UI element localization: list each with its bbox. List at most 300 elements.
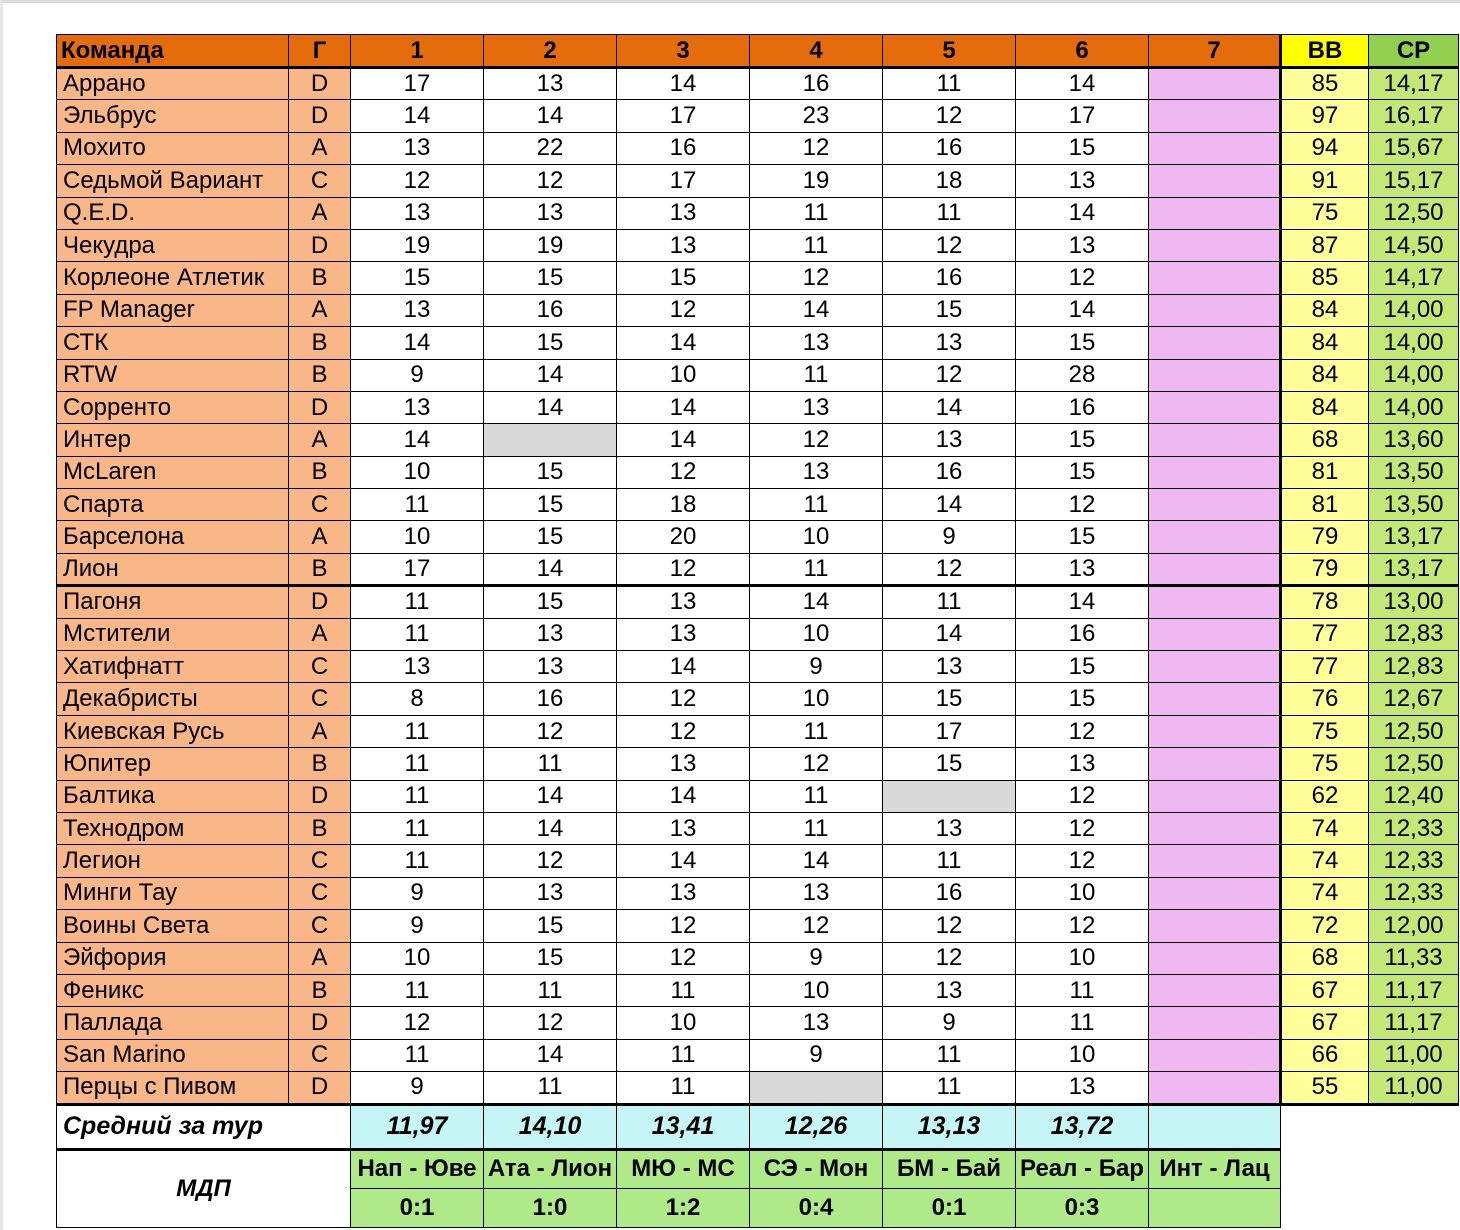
round-2-score: 14 (484, 100, 617, 132)
round-2-score: 14 (484, 1039, 617, 1071)
header-round-3: 3 (617, 35, 750, 68)
average-sr: 12,50 (1369, 197, 1459, 229)
average-sr: 12,33 (1369, 845, 1459, 877)
average-sr: 13,50 (1369, 456, 1459, 488)
round-7-score (1149, 521, 1281, 553)
table-row (57, 1007, 1459, 1039)
round-1-score: 13 (351, 132, 484, 164)
team-group: B (289, 262, 351, 294)
team-group: A (289, 132, 351, 164)
round-3-score: 20 (617, 521, 750, 553)
round-2-score: 15 (484, 586, 617, 618)
round-5-score: 14 (883, 618, 1016, 650)
round-1-score: 17 (351, 553, 484, 585)
team-group: C (289, 877, 351, 909)
left-border (0, 0, 3, 1230)
round-3-score: 14 (617, 651, 750, 683)
round-5-score: 13 (883, 812, 1016, 844)
round-5-score: 15 (883, 683, 1016, 715)
round-4-score: 13 (750, 391, 883, 423)
average-sr: 12,83 (1369, 651, 1459, 683)
round-3-score: 12 (617, 456, 750, 488)
average-sr: 11,00 (1369, 1072, 1459, 1104)
round-7-score (1149, 1007, 1281, 1039)
round-3-score: 12 (617, 910, 750, 942)
table-row (57, 942, 1459, 974)
team-group: B (289, 553, 351, 585)
round-3-score: 13 (617, 586, 750, 618)
total-vv: 62 (1281, 780, 1369, 812)
round-2-score: 22 (484, 132, 617, 164)
average-round-7 (1149, 1104, 1281, 1149)
team-name: Минги Тау (57, 877, 289, 909)
table-row (57, 651, 1459, 683)
header-round-7: 7 (1149, 35, 1281, 68)
round-5-score: 16 (883, 456, 1016, 488)
team-name: Мстители (57, 618, 289, 650)
table-row (57, 1072, 1459, 1104)
round-6-score: 11 (1016, 1007, 1149, 1039)
round-7-score (1149, 780, 1281, 812)
round-1-score: 11 (351, 1039, 484, 1071)
round-4-score: 14 (750, 845, 883, 877)
total-vv: 85 (1281, 262, 1369, 294)
round-2-score: 14 (484, 359, 617, 391)
average-filler (1281, 1104, 1459, 1149)
mdp-match-7: Инт - Лац (1149, 1149, 1281, 1188)
mdp-match-1: Нап - Юве (351, 1149, 484, 1188)
round-5-score: 11 (883, 197, 1016, 229)
average-round-5: 13,13 (883, 1104, 1016, 1149)
round-4-score: 12 (750, 132, 883, 164)
round-1-score: 11 (351, 618, 484, 650)
table-row (57, 489, 1459, 521)
round-3-score: 15 (617, 262, 750, 294)
round-5-score: 14 (883, 391, 1016, 423)
round-4-score: 9 (750, 651, 883, 683)
team-name: Чекудра (57, 229, 289, 261)
team-group: A (289, 521, 351, 553)
mdp-match-6: Реал - Бар (1016, 1149, 1149, 1188)
round-5-score: 16 (883, 132, 1016, 164)
table-body (57, 68, 1459, 1228)
round-6-score: 16 (1016, 391, 1149, 423)
round-3-score: 13 (617, 877, 750, 909)
round-4-score: 11 (750, 715, 883, 747)
round-5-score: 13 (883, 424, 1016, 456)
round-2-score: 13 (484, 651, 617, 683)
round-1-score: 13 (351, 391, 484, 423)
round-2-score: 13 (484, 197, 617, 229)
average-sr: 11,33 (1369, 942, 1459, 974)
round-7-score (1149, 165, 1281, 197)
average-sr: 11,00 (1369, 1039, 1459, 1071)
round-2-score: 11 (484, 974, 617, 1006)
top-border (0, 0, 1460, 3)
mdp-label: МДП (57, 1149, 351, 1227)
round-4-score: 11 (750, 359, 883, 391)
team-group: D (289, 100, 351, 132)
round-2-score: 16 (484, 294, 617, 326)
round-2-score: 13 (484, 877, 617, 909)
total-vv: 84 (1281, 294, 1369, 326)
team-group: D (289, 391, 351, 423)
header-row (57, 35, 1459, 68)
round-3-score: 10 (617, 359, 750, 391)
round-6-score: 11 (1016, 974, 1149, 1006)
round-3-score: 14 (617, 780, 750, 812)
round-6-score: 10 (1016, 942, 1149, 974)
round-4-score: 14 (750, 294, 883, 326)
round-3-score: 12 (617, 715, 750, 747)
round-7-score (1149, 68, 1281, 100)
round-7-score (1149, 262, 1281, 294)
team-name: Q.E.D. (57, 197, 289, 229)
round-4-score: 9 (750, 942, 883, 974)
round-3-score: 13 (617, 197, 750, 229)
average-sr: 14,17 (1369, 68, 1459, 100)
round-4-score: 10 (750, 683, 883, 715)
average-sr: 14,00 (1369, 391, 1459, 423)
round-7-score (1149, 1039, 1281, 1071)
round-2-score: 12 (484, 1007, 617, 1039)
round-3-score: 13 (617, 618, 750, 650)
average-sr: 14,00 (1369, 359, 1459, 391)
total-vv: 84 (1281, 391, 1369, 423)
round-2-score: 19 (484, 229, 617, 261)
team-group: C (289, 651, 351, 683)
round-1-score: 10 (351, 942, 484, 974)
round-4-score: 10 (750, 618, 883, 650)
team-group: B (289, 327, 351, 359)
round-4-score: 11 (750, 812, 883, 844)
round-5-score (883, 780, 1016, 812)
round-1-score: 11 (351, 748, 484, 780)
team-group: D (289, 780, 351, 812)
average-sr: 15,67 (1369, 132, 1459, 164)
round-6-score: 12 (1016, 262, 1149, 294)
average-sr: 12,83 (1369, 618, 1459, 650)
table-row (57, 229, 1459, 261)
round-1-score: 17 (351, 68, 484, 100)
team-name: Аррано (57, 68, 289, 100)
table-row (57, 294, 1459, 326)
round-7-score (1149, 845, 1281, 877)
round-1-score: 12 (351, 1007, 484, 1039)
round-1-score: 13 (351, 294, 484, 326)
average-round-6: 13,72 (1016, 1104, 1149, 1149)
round-5-score: 12 (883, 359, 1016, 391)
team-name: Сорренто (57, 391, 289, 423)
round-4-score: 13 (750, 877, 883, 909)
round-2-score: 14 (484, 391, 617, 423)
round-5-score: 16 (883, 262, 1016, 294)
team-group: D (289, 68, 351, 100)
round-2-score: 15 (484, 521, 617, 553)
round-1-score: 13 (351, 197, 484, 229)
team-group: C (289, 1039, 351, 1071)
round-5-score: 11 (883, 586, 1016, 618)
mdp-match-5: БМ - Бай (883, 1149, 1016, 1188)
round-7-score (1149, 229, 1281, 261)
mdp-filler (1281, 1149, 1459, 1227)
round-5-score: 11 (883, 68, 1016, 100)
round-7-score (1149, 715, 1281, 747)
average-round-1: 11,97 (351, 1104, 484, 1149)
round-4-score: 16 (750, 68, 883, 100)
round-4-score: 12 (750, 748, 883, 780)
round-5-score: 15 (883, 294, 1016, 326)
round-2-score: 15 (484, 910, 617, 942)
total-vv: 75 (1281, 748, 1369, 780)
total-vv: 91 (1281, 165, 1369, 197)
round-5-score: 11 (883, 1072, 1016, 1104)
round-1-score: 11 (351, 489, 484, 521)
round-5-score: 12 (883, 910, 1016, 942)
round-4-score: 11 (750, 489, 883, 521)
team-name: Балтика (57, 780, 289, 812)
team-name: Барселона (57, 521, 289, 553)
round-4-score: 13 (750, 456, 883, 488)
average-sr: 12,00 (1369, 910, 1459, 942)
total-vv: 67 (1281, 974, 1369, 1006)
round-5-score: 11 (883, 845, 1016, 877)
average-sr: 13,00 (1369, 586, 1459, 618)
team-group: B (289, 456, 351, 488)
round-2-score: 16 (484, 683, 617, 715)
round-2-score: 12 (484, 845, 617, 877)
round-6-score: 14 (1016, 197, 1149, 229)
round-6-score: 13 (1016, 165, 1149, 197)
round-4-score: 19 (750, 165, 883, 197)
round-6-score: 13 (1016, 229, 1149, 261)
team-name: Интер (57, 424, 289, 456)
round-3-score: 11 (617, 974, 750, 1006)
round-3-score: 10 (617, 1007, 750, 1039)
round-6-score: 15 (1016, 521, 1149, 553)
round-6-score: 12 (1016, 910, 1149, 942)
average-sr: 13,17 (1369, 521, 1459, 553)
total-vv: 77 (1281, 618, 1369, 650)
header-round-4: 4 (750, 35, 883, 68)
average-sr: 12,67 (1369, 683, 1459, 715)
average-sr: 14,00 (1369, 327, 1459, 359)
round-4-score: 12 (750, 424, 883, 456)
round-5-score: 12 (883, 942, 1016, 974)
team-group: B (289, 748, 351, 780)
average-sr: 14,00 (1369, 294, 1459, 326)
round-1-score: 11 (351, 586, 484, 618)
mdp-result-6: 0:3 (1016, 1188, 1149, 1227)
round-3-score: 12 (617, 683, 750, 715)
table-row (57, 262, 1459, 294)
team-group: C (289, 165, 351, 197)
total-vv: 87 (1281, 229, 1369, 261)
round-6-score: 17 (1016, 100, 1149, 132)
round-6-score: 15 (1016, 456, 1149, 488)
round-3-score: 13 (617, 748, 750, 780)
team-group: A (289, 294, 351, 326)
round-2-score: 15 (484, 489, 617, 521)
round-2-score: 15 (484, 327, 617, 359)
average-round-3: 13,41 (617, 1104, 750, 1149)
average-sr: 12,33 (1369, 877, 1459, 909)
round-7-score (1149, 456, 1281, 488)
team-group: C (289, 910, 351, 942)
team-name: Юпитер (57, 748, 289, 780)
round-5-score: 14 (883, 489, 1016, 521)
round-1-score: 9 (351, 1072, 484, 1104)
round-3-score: 14 (617, 391, 750, 423)
round-6-score: 12 (1016, 715, 1149, 747)
table-row (57, 359, 1459, 391)
header-sr: СР (1369, 35, 1459, 68)
round-2-score (484, 424, 617, 456)
table-row (57, 100, 1459, 132)
team-group: D (289, 229, 351, 261)
round-2-score: 11 (484, 1072, 617, 1104)
team-name: СТК (57, 327, 289, 359)
round-7-score (1149, 910, 1281, 942)
average-sr: 15,17 (1369, 165, 1459, 197)
team-name: Киевская Русь (57, 715, 289, 747)
round-7-score (1149, 942, 1281, 974)
round-6-score: 12 (1016, 780, 1149, 812)
round-4-score: 11 (750, 553, 883, 585)
total-vv: 76 (1281, 683, 1369, 715)
mdp-result-2: 1:0 (484, 1188, 617, 1227)
table-row (57, 780, 1459, 812)
table-row (57, 910, 1459, 942)
round-6-score: 15 (1016, 683, 1149, 715)
round-1-score: 11 (351, 845, 484, 877)
round-6-score: 13 (1016, 553, 1149, 585)
round-7-score (1149, 359, 1281, 391)
table-row (57, 877, 1459, 909)
round-4-score: 11 (750, 780, 883, 812)
round-1-score: 14 (351, 100, 484, 132)
round-1-score: 14 (351, 424, 484, 456)
total-vv: 78 (1281, 586, 1369, 618)
round-5-score: 9 (883, 1007, 1016, 1039)
table-row (57, 618, 1459, 650)
total-vv: 74 (1281, 877, 1369, 909)
round-4-score: 12 (750, 910, 883, 942)
header-round-6: 6 (1016, 35, 1149, 68)
round-1-score: 19 (351, 229, 484, 261)
table-row (57, 68, 1459, 100)
round-2-score: 14 (484, 812, 617, 844)
average-sr: 13,17 (1369, 553, 1459, 585)
round-6-score: 13 (1016, 748, 1149, 780)
round-5-score: 9 (883, 521, 1016, 553)
table-row (57, 715, 1459, 747)
average-sr: 16,17 (1369, 100, 1459, 132)
header-round-2: 2 (484, 35, 617, 68)
round-3-score: 14 (617, 424, 750, 456)
round-5-score: 13 (883, 651, 1016, 683)
mdp-match-4: СЭ - Мон (750, 1149, 883, 1188)
table-row (57, 456, 1459, 488)
total-vv: 97 (1281, 100, 1369, 132)
team-name: Воины Света (57, 910, 289, 942)
standings-table (56, 34, 1459, 1228)
total-vv: 66 (1281, 1039, 1369, 1071)
team-name: Эльбрус (57, 100, 289, 132)
average-sr: 12,40 (1369, 780, 1459, 812)
team-group: D (289, 1072, 351, 1104)
round-7-score (1149, 424, 1281, 456)
team-name: Корлеоне Атлетик (57, 262, 289, 294)
total-vv: 55 (1281, 1072, 1369, 1104)
team-group: B (289, 359, 351, 391)
table-row (57, 1039, 1459, 1071)
round-7-score (1149, 197, 1281, 229)
mdp-match-3: МЮ - МС (617, 1149, 750, 1188)
total-vv: 94 (1281, 132, 1369, 164)
team-name: Седьмой Вариант (57, 165, 289, 197)
mdp-result-1: 0:1 (351, 1188, 484, 1227)
team-name: Декабристы (57, 683, 289, 715)
table-row (57, 748, 1459, 780)
round-2-score: 14 (484, 780, 617, 812)
round-6-score: 12 (1016, 845, 1149, 877)
round-1-score: 11 (351, 812, 484, 844)
round-4-score: 10 (750, 974, 883, 1006)
total-vv: 75 (1281, 715, 1369, 747)
table-row (57, 812, 1459, 844)
round-7-score (1149, 327, 1281, 359)
round-6-score: 15 (1016, 651, 1149, 683)
table-row (57, 974, 1459, 1006)
round-7-score (1149, 391, 1281, 423)
round-1-score: 14 (351, 327, 484, 359)
team-group: B (289, 974, 351, 1006)
round-7-score (1149, 748, 1281, 780)
team-name: Мохито (57, 132, 289, 164)
round-3-score: 14 (617, 845, 750, 877)
total-vv: 72 (1281, 910, 1369, 942)
round-4-score: 13 (750, 327, 883, 359)
average-sr: 12,50 (1369, 748, 1459, 780)
round-4-score: 14 (750, 586, 883, 618)
team-name: Эйфория (57, 942, 289, 974)
round-5-score: 12 (883, 229, 1016, 261)
round-7-score (1149, 132, 1281, 164)
team-name: FP Manager (57, 294, 289, 326)
round-6-score: 14 (1016, 586, 1149, 618)
team-name: Хатифнатт (57, 651, 289, 683)
total-vv: 68 (1281, 424, 1369, 456)
round-1-score: 13 (351, 651, 484, 683)
total-vv: 84 (1281, 327, 1369, 359)
team-group: A (289, 424, 351, 456)
round-7-score (1149, 1072, 1281, 1104)
mdp-result-5: 0:1 (883, 1188, 1016, 1227)
team-group: A (289, 197, 351, 229)
round-2-score: 15 (484, 942, 617, 974)
total-vv: 68 (1281, 942, 1369, 974)
round-5-score: 18 (883, 165, 1016, 197)
average-label: Средний за тур (57, 1104, 351, 1149)
average-sr: 11,17 (1369, 974, 1459, 1006)
round-1-score: 11 (351, 780, 484, 812)
round-6-score: 15 (1016, 327, 1149, 359)
team-name: Феникс (57, 974, 289, 1006)
total-vv: 79 (1281, 521, 1369, 553)
round-7-score (1149, 812, 1281, 844)
total-vv: 81 (1281, 456, 1369, 488)
